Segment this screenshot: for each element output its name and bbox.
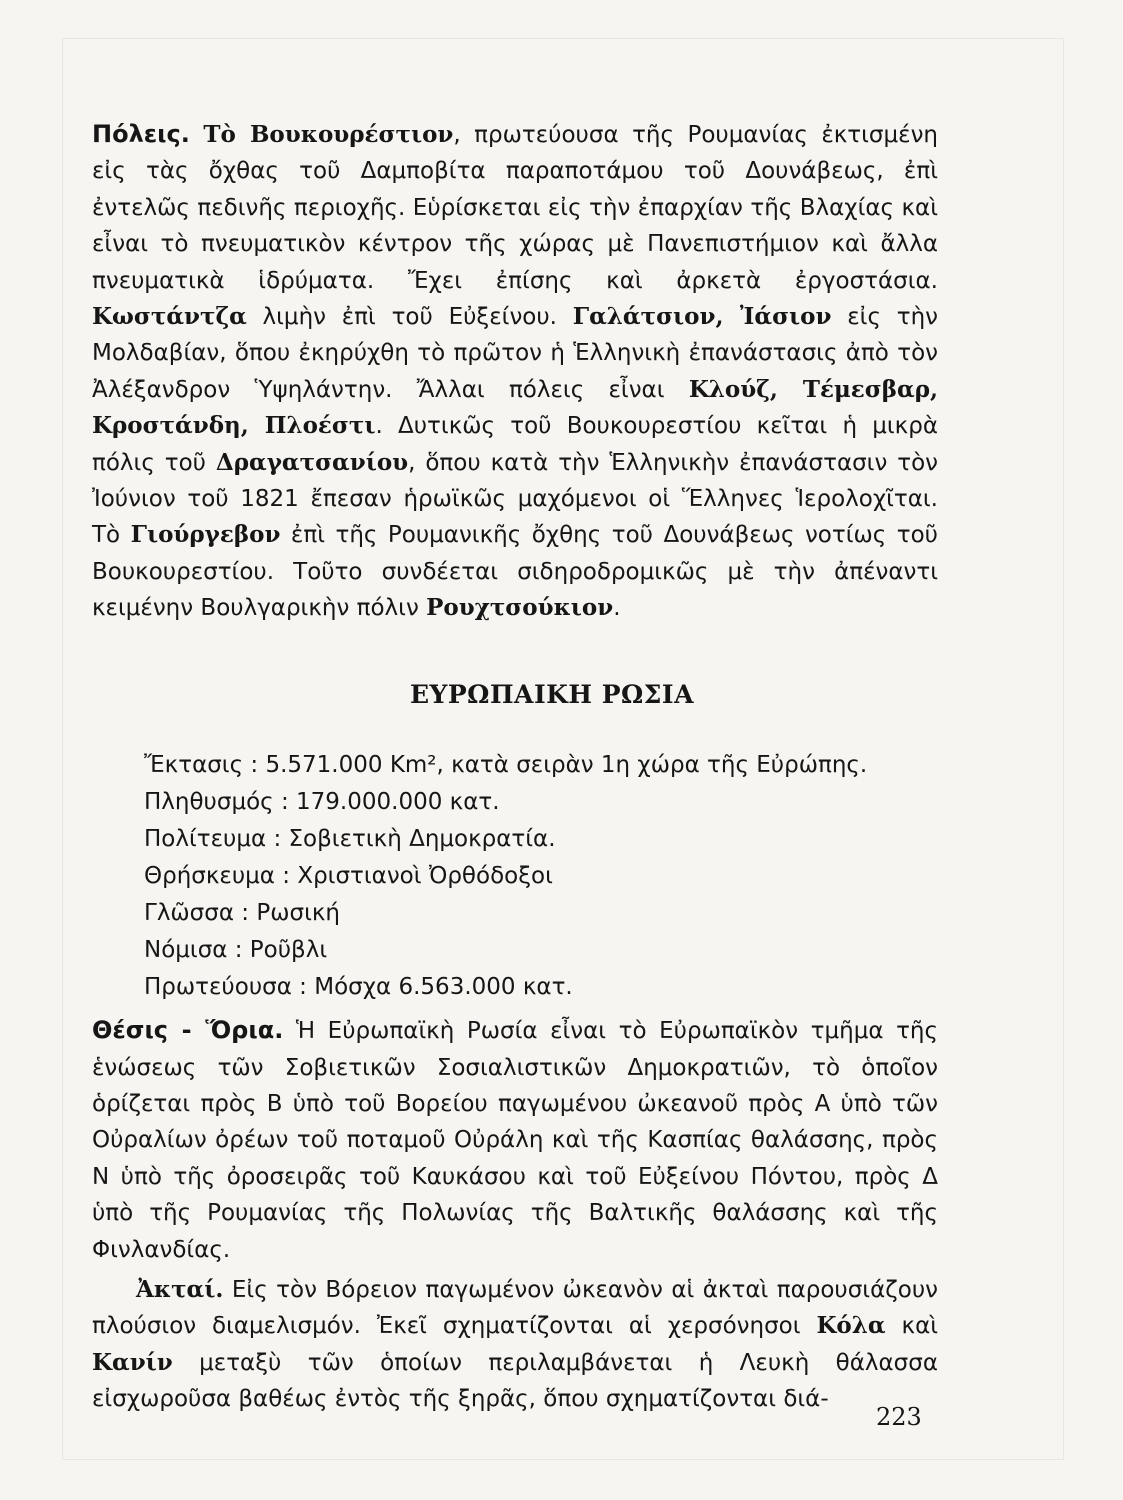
bold-term: Κωστάντζα <box>92 303 247 331</box>
text-run: . Δυτικῶς τοῦ Βουκουρεστίου κεῖται ἡ μικρὰ πόλις τοῦ <box>92 413 938 476</box>
cities-label: Πόλεις. <box>92 120 190 148</box>
borders-paragraph <box>92 1012 938 1268</box>
fact-language: Γλῶσσα : Ρωσική <box>144 900 340 927</box>
text-run: , πρωτεύουσα τῆς Ρουμανίας ἐκτισμένη εἰς τὰς ὄχθας τοῦ Δαμποβίτα παραποτάμου τοῦ Δουνάβεως, ἐπὶ ἐντελῶς πεδινῆς περιοχῆς. Εὑρίσκεται εἰς τὴν ἐπαρχίαν τῆς Βλαχίας καὶ εἶναι τὸ πνευματικὸν κέντρον τῆς χώρας μὲ Πανεπιστήμιον καὶ ἄλλα πνευματικὰ ἱδρύματα. Ἔχει ἐπίσης καὶ ἀρκετὰ ἐργοστάσια. <box>92 122 938 294</box>
borders-body <box>92 1018 938 1262</box>
facts-list <box>144 747 938 1006</box>
bold-term: Τὸ Βουκουρέστιον <box>203 121 454 148</box>
section-title: ΕΥΡΩΠΑΙΚΗ ΡΩΣΙΑ <box>409 679 695 709</box>
text-run: καὶ <box>885 1313 939 1340</box>
text-run: μεταξὺ τῶν ὁποίων περιλαμβάνεται ἡ Λευκὴ θάλασσα εἰσχωροῦσα βαθέως ἐντὸς τῆς ξηρᾶς, ὅπου σχηματίζονται διά- <box>92 1349 938 1413</box>
cities-body <box>92 122 938 621</box>
text-run: ἐπὶ τῆς Ρουμανικῆς ὄχθης τοῦ Δουνάβεως νοτίως τοῦ Βουκουρεστίου. Τοῦτο συνδέεται σιδηροδρομικῶς μὲ τὴν ἀπέναντι κειμένην Βουλγαρικὴν πόλιν <box>92 522 938 622</box>
bold-term: Δραγατσανίου <box>215 448 409 476</box>
fact-population: Πληθυσμός : 179.000.000 κατ. <box>144 789 500 816</box>
fact-currency: Νόμισα : Ροῦβλι <box>144 937 328 964</box>
page-content <box>92 116 938 1418</box>
text-run: λιμὴν ἐπὶ τοῦ Εὐξείνου. <box>246 304 573 331</box>
text-run: , ὅπου κατὰ τὴν Ἑλληνικὴν ἐπανάστασιν τὸν Ἰούνιον τοῦ 1821 ἔπεσαν ἡρωϊκῶς μαχόμενοι οἱ Ἕλληνες Ἱερολοχῖται. Τὸ <box>92 449 938 549</box>
text-run: . <box>613 595 621 622</box>
bold-term: Γαλάτσιον, Ἰάσιον <box>572 303 832 331</box>
fact-government: Πολίτευμα : Σοβιετικὴ Δημοκρατία. <box>144 826 556 853</box>
text-run <box>190 122 204 148</box>
coasts-body <box>92 1277 938 1412</box>
bold-term: Ρουχτσούκιον <box>426 594 614 622</box>
fact-religion: Θρήσκευμα : Χριστιανοὶ Ὀρθόδοξοι <box>144 863 553 890</box>
page-number: 223 <box>876 1403 922 1431</box>
bold-term: Κλούζ, Τέμεσβαρ, Κροστάνδη, Πλοέστι <box>92 375 939 440</box>
bold-term: Ἀκταί. <box>136 1275 224 1303</box>
fact-area: Ἔκτασις : 5.571.000 Km², κατὰ σειρὰν 1η χώρα τῆς Εὐρώπης. <box>144 752 868 779</box>
text-run: Εἰς τὸν Βόρειον παγωμένον ὠκεανὸν αἱ ἀκταὶ παρουσιάζουν πλούσιον διαμελισμόν. Ἐκεῖ σχηματίζονται αἱ χερσόνησοι <box>92 1276 938 1340</box>
text-run: Ἡ Εὐρωπαϊκὴ Ρωσία εἶναι τὸ Εὐρωπαϊκὸν τμῆμα τῆς ἑνώσεως τῶν Σοβιετικῶν Σοσιαλιστικῶν Δημοκρατιῶν, τὸ ὁποῖον ὁρίζεται πρὸς Β ὑπὸ τοῦ Βορείου παγωμένου ὠκεανοῦ πρὸς Α ὑπὸ τῶν Οὐραλίων ὀρέων τοῦ ποταμοῦ Οὐράλη καὶ τῆς Κασπίας θαλάσσης, πρὸς Ν ὑπὸ τῆς ὀροσειρᾶς τοῦ Καυκάσου καὶ τοῦ Εὐξείνου Πόντου, πρὸς Δ ὑπὸ τῆς Ρουμανίας τῆς Πολωνίας τῆς Βαλτικῆς θαλάσσης καὶ τῆς Φινλανδίας. <box>92 1018 938 1263</box>
bold-term: Κανίν <box>92 1348 173 1376</box>
borders-label: Θέσις - Ὅρια. <box>92 1016 284 1045</box>
coasts-paragraph <box>92 1272 938 1418</box>
bold-term: Γιούργεβον <box>130 521 281 549</box>
text-run: εἰς τὴν Μολδαβίαν, ὅπου ἐκηρύχθη τὸ πρῶτον ἡ Ἑλληνικὴ ἐπανάστασις ἀπὸ τὸν Ἀλέξανδρον Ὑψηλάντην. Ἄλλαι πόλεις εἶναι <box>92 304 938 403</box>
fact-capital: Πρωτεύουσα : Μόσχα 6.563.000 κατ. <box>144 974 573 1001</box>
cities-paragraph <box>92 116 938 627</box>
bold-term: Κόλα <box>816 1312 886 1340</box>
